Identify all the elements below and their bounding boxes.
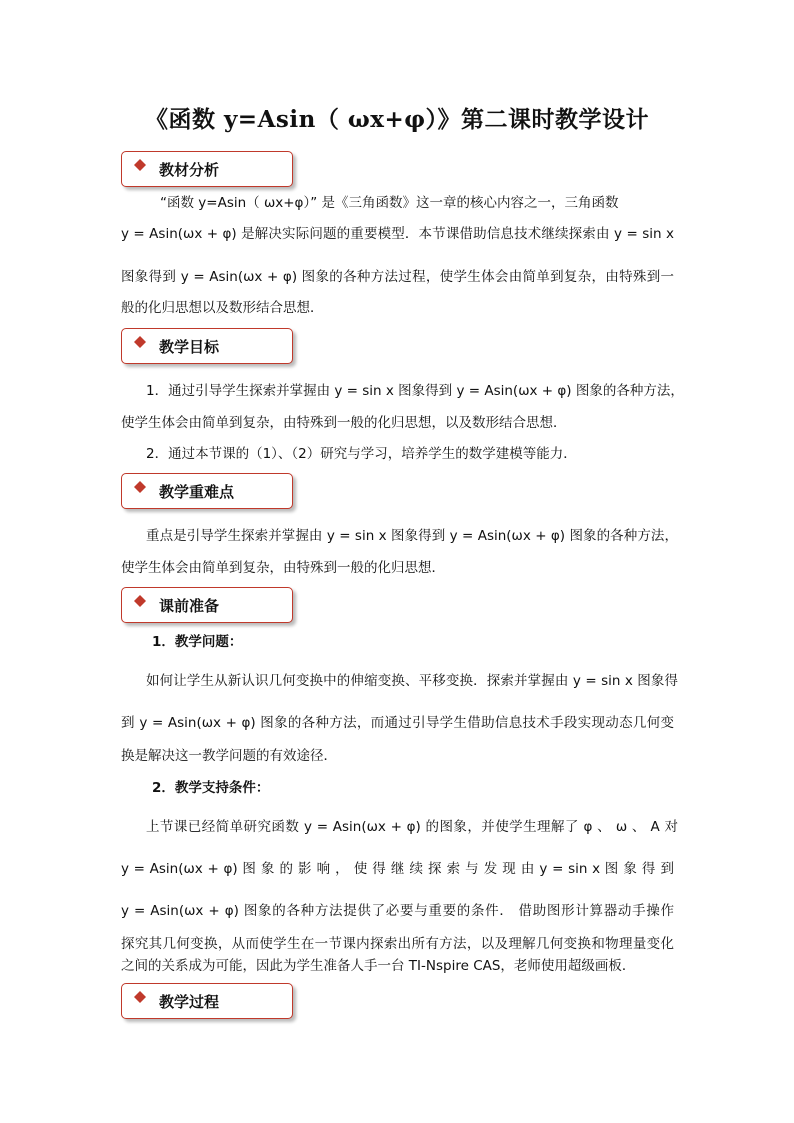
paragraph-line: 1．通过引导学生探索并掌握由 y = sin x 图象得到 y = Asin(ωx + φ) 图象的各种方法， xyxy=(146,383,684,399)
paragraph-line: 使学生体会由简单到复杂，由特殊到一般的化归思想，以及数形结合思想． xyxy=(121,415,567,431)
paragraph-line: 使学生体会由简单到复杂，由特殊到一般的化归思想． xyxy=(121,560,445,576)
section-heading-teaching-process xyxy=(121,983,293,1019)
page-title: 《函数 y=Asin（ ωx+φ）》第二课时教学设计 xyxy=(144,106,650,133)
paragraph-line: 如何让学生从新认识几何变换中的伸缩变换、平移变换．探索并掌握由 y = sin x 图象得 xyxy=(146,673,678,689)
paragraph-line: 2．通过本节课的（1）、（2）研究与学习，培养学生的数学建模等能力． xyxy=(146,446,577,462)
paragraph-line: y = Asin(ωx + φ) 图象的各种方法提供了必要与重要的条件． 借助图形计算器动手操作 xyxy=(121,903,674,919)
paragraph-line: 图象得到 y = Asin(ωx + φ) 图象的各种方法过程，使学生体会由简单到复杂，由特殊到一 xyxy=(121,269,674,285)
paragraph-line: y = Asin(ωx + φ) 图 象 的 影 响 ， 使 得 继 续 探 索 与 发 现 由 y = sin x 图 象 得 到 xyxy=(121,861,674,877)
paragraph-line: “函数 y=Asin（ ωx+φ）” 是《三角函数》这一章的核心内容之一，三角函数 xyxy=(160,195,619,211)
section-heading-teaching-goals xyxy=(121,328,293,364)
section-heading-label: 教材分析 xyxy=(159,161,220,179)
paragraph-line: 换是解决这一教学问题的有效途径． xyxy=(121,748,337,764)
section-heading-label: 教学目标 xyxy=(159,338,220,356)
paragraph-line: 到 y = Asin(ωx + φ) 图象的各种方法，而通过引导学生借助信息技术手段实现动态几何变 xyxy=(121,715,674,731)
section-heading-textbook-analysis xyxy=(121,151,293,187)
diamond-icon xyxy=(134,159,146,171)
paragraph-line: 上节课已经简单研究函数 y = Asin(ωx + φ) 的图象，并使学生理解了 φ 、 ω 、 A 对 xyxy=(146,819,678,835)
paragraph-line: y = Asin(ωx + φ) 是解决实际问题的重要模型．本节课借助信息技术继续探索由 y = sin x xyxy=(121,226,674,242)
diamond-icon xyxy=(134,991,146,1003)
section-heading-label: 教学重难点 xyxy=(159,483,235,501)
section-heading-key-points xyxy=(121,473,293,509)
section-heading-label: 课前准备 xyxy=(159,597,220,615)
diamond-icon xyxy=(134,595,146,607)
paragraph-line: 般的化归思想以及数形结合思想． xyxy=(121,300,324,316)
diamond-icon xyxy=(134,481,146,493)
paragraph-line: 重点是引导学生探索并掌握由 y = sin x 图象得到 y = Asin(ωx + φ) 图象的各种方法， xyxy=(146,528,678,544)
paragraph-line: 之间的关系成为可能，因此为学生准备人手一台 TI-Nspire CAS，老师使用超级画板． xyxy=(121,958,636,974)
subheading: 2．教学支持条件： xyxy=(152,780,270,796)
diamond-icon xyxy=(134,336,146,348)
paragraph-line: 探究其几何变换，从而使学生在一节课内探索出所有方法，以及理解几何变换和物理量变化 xyxy=(121,936,674,952)
section-heading-preparation xyxy=(121,587,293,623)
subheading: 1．教学问题： xyxy=(152,634,243,650)
section-heading-label: 教学过程 xyxy=(159,993,220,1011)
